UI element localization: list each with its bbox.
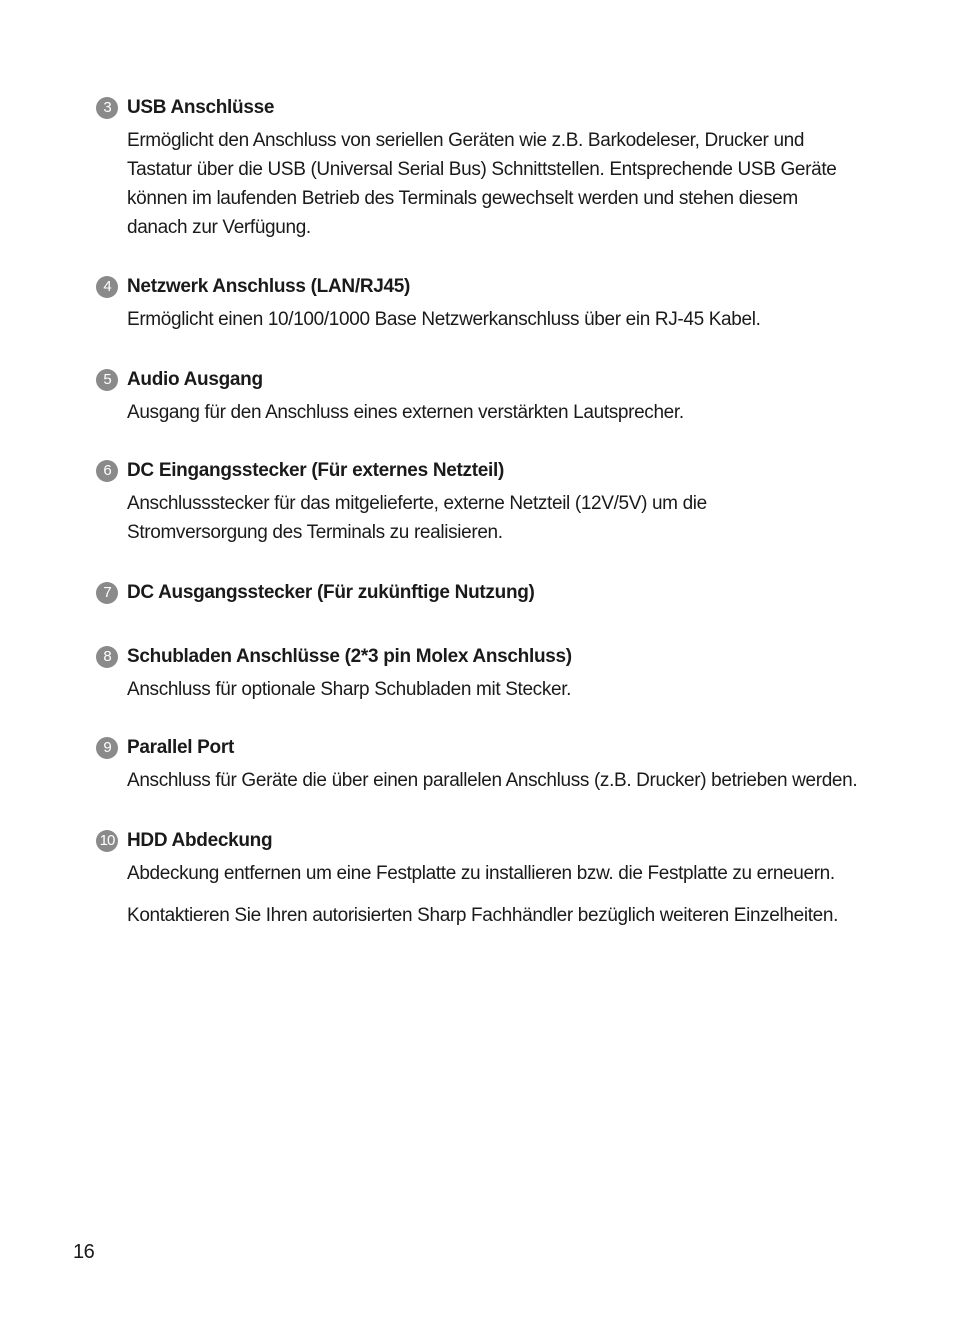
section-text-line: Ermöglicht den Anschluss von seriellen Geräten wie z.B. Barkodeleser, Drucker und — [127, 130, 805, 151]
section-title: USB Anschlüsse — [127, 97, 275, 118]
section-note: Kontaktieren Sie Ihren autorisierten Sharp Fachhändler bezüglich weiteren Einzelheiten. — [127, 905, 838, 926]
section-text-line: Abdeckung entfernen um eine Festplatte zu installieren bzw. die Festplatte zu erneuern. — [127, 863, 835, 884]
section-dc-output — [96, 580, 906, 606]
section-title: Netzwerk Anschluss (LAN/RJ45) — [127, 276, 411, 297]
section-text-line: Anschluss für optionale Sharp Schubladen mit Stecker. — [127, 679, 572, 700]
section-heading — [96, 274, 906, 300]
number-9-icon: 9 — [96, 737, 118, 759]
section-hdd-cover — [96, 828, 906, 930]
section-text-line: Ermöglicht einen 10/100/1000 Base Netzwerkanschluss über ein RJ-45 Kabel. — [127, 309, 761, 330]
section-drawer — [96, 644, 906, 704]
section-usb — [96, 95, 906, 242]
page-number: 16 — [73, 1241, 95, 1263]
section-title: Audio Ausgang — [127, 369, 263, 390]
section-title: DC Ausgangsstecker (Für zukünftige Nutzung) — [127, 582, 535, 603]
section-heading — [96, 95, 906, 121]
section-title: Parallel Port — [127, 737, 234, 758]
number-8-icon: 8 — [96, 646, 118, 668]
number-10-icon: 10 — [96, 830, 118, 852]
section-title: Schubladen Anschlüsse (2*3 pin Molex Anschluss) — [127, 646, 572, 667]
section-title: HDD Abdeckung — [127, 830, 273, 851]
section-heading — [96, 580, 906, 606]
number-6-icon: 6 — [96, 460, 118, 482]
section-heading — [96, 458, 906, 484]
section-heading — [96, 367, 906, 393]
section-title: DC Eingangsstecker (Für externes Netzteil) — [127, 460, 505, 481]
section-heading — [96, 644, 906, 670]
section-dc-input — [96, 458, 906, 547]
section-text-line: können im laufenden Betrieb des Terminals gewechselt werden und stehen diesem — [127, 188, 798, 209]
section-network — [96, 274, 906, 334]
section-text-line: danach zur Verfügung. — [127, 217, 311, 238]
section-parallel-port — [96, 735, 906, 795]
section-heading — [96, 828, 906, 854]
section-text-line: Anschlussstecker für das mitgelieferte, externe Netzteil (12V/5V) um die — [127, 493, 707, 514]
number-3-icon: 3 — [96, 97, 118, 119]
section-text-line: Tastatur über die USB (Universal Serial Bus) Schnittstellen. Entsprechende USB Geräte — [127, 159, 837, 180]
number-4-icon: 4 — [96, 276, 118, 298]
number-5-icon: 5 — [96, 369, 118, 391]
section-text-line: Stromversorgung des Terminals zu realisieren. — [127, 522, 503, 543]
section-audio — [96, 367, 906, 427]
section-text-line: Anschluss für Geräte die über einen parallelen Anschluss (z.B. Drucker) betrieben werden. — [127, 770, 858, 791]
section-text-line: Ausgang für den Anschluss eines externen verstärkten Lautsprecher. — [127, 402, 684, 423]
number-7-icon: 7 — [96, 582, 118, 604]
section-heading — [96, 735, 906, 761]
